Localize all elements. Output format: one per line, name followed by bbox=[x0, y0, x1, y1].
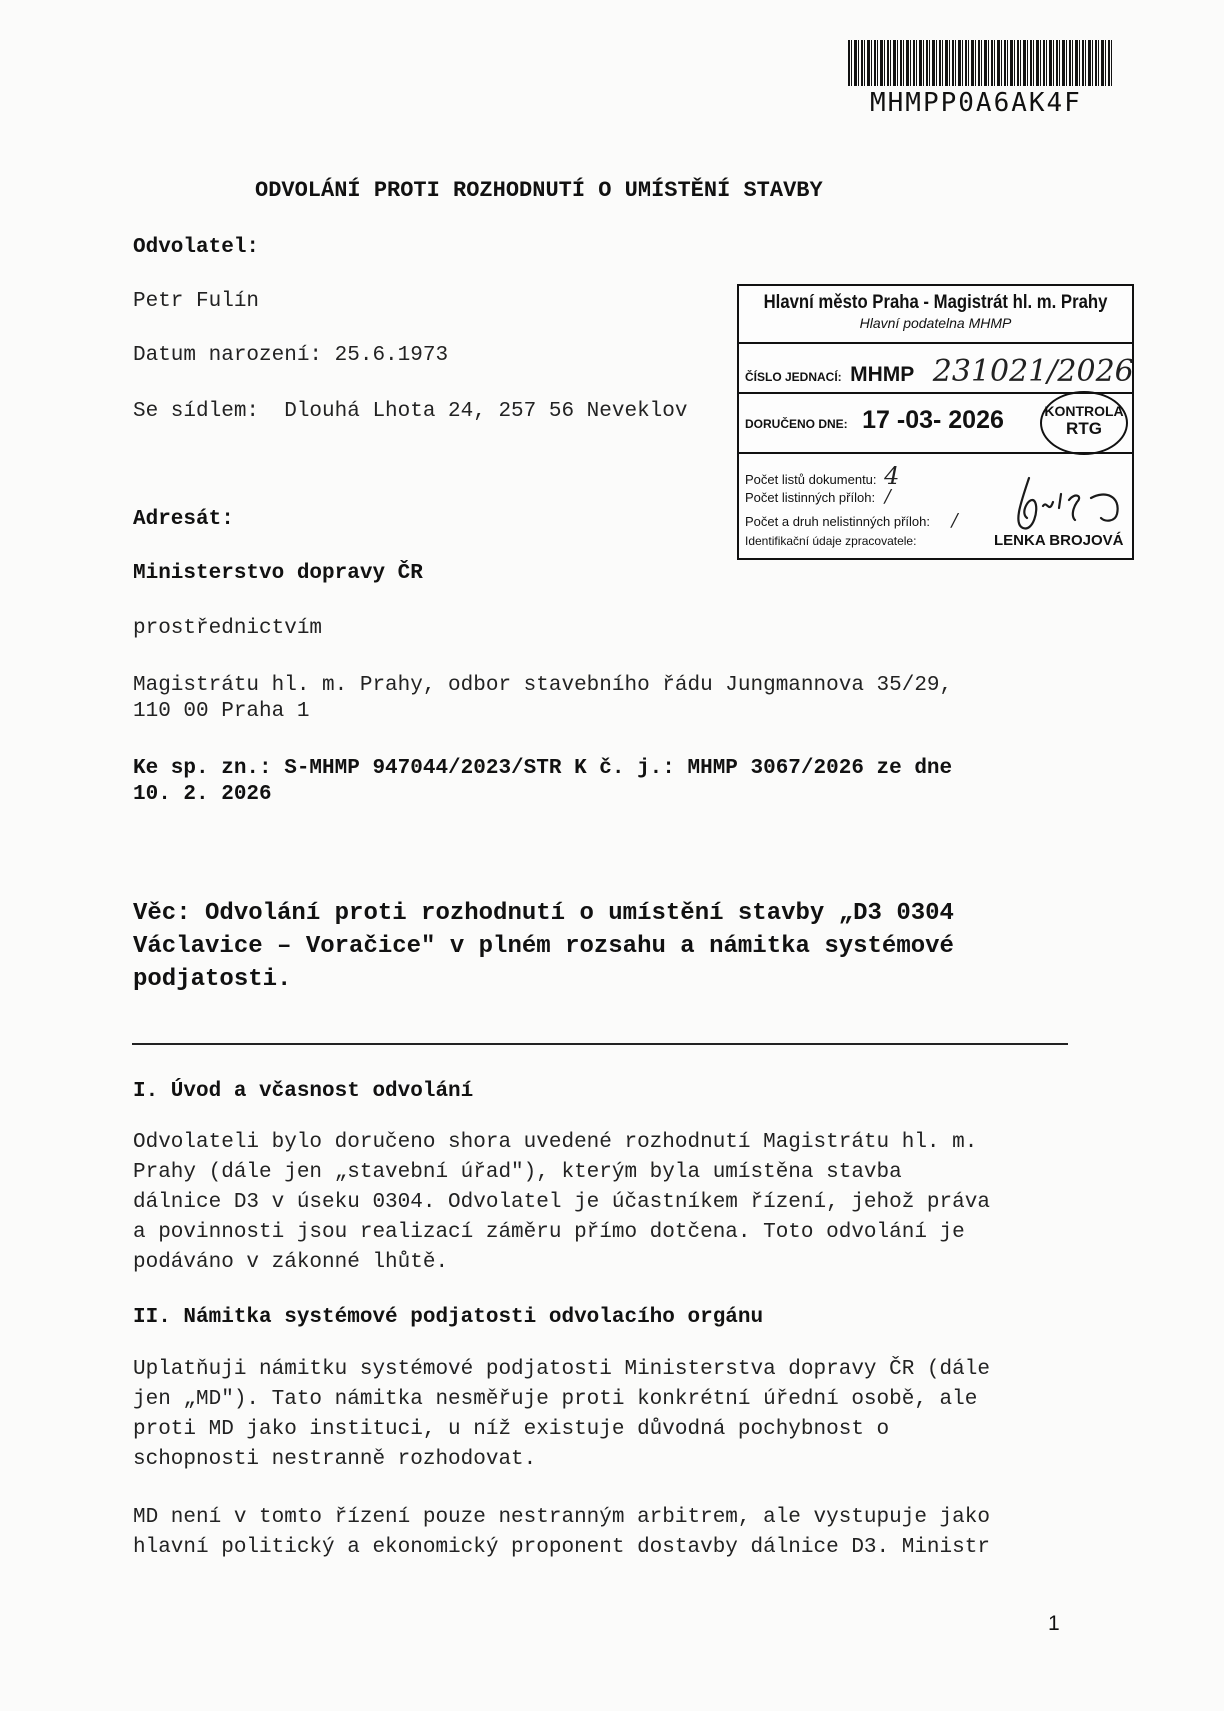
stamp-paper-attachments-handwritten: / bbox=[884, 486, 891, 507]
section1-line: Odvolateli bylo doručeno shora uvedené rozhodnutí Magistrátu hl. m. bbox=[133, 1131, 978, 1154]
stamp-nonpaper-attachments-label: Počet a druh nelistinných příloh: bbox=[745, 514, 930, 529]
page-number: 1 bbox=[1048, 1612, 1060, 1635]
registry-stamp bbox=[737, 284, 1134, 560]
subject-line3: podjatosti. bbox=[133, 966, 292, 993]
stamp-reference-label: ČÍSLO JEDNACÍ: bbox=[745, 370, 842, 384]
appellant-name: Petr Fulín bbox=[133, 290, 260, 313]
stamp-pages-label: Počet listů dokumentu: bbox=[745, 472, 877, 487]
case-reference-line2: 10. 2. 2026 bbox=[133, 783, 272, 806]
section2-paragraph1 bbox=[133, 1355, 990, 1475]
stamp-subtitle: Hlavní podatelna MHMP bbox=[859, 315, 1012, 331]
section1-heading: I. Úvod a včasnost odvolání bbox=[133, 1080, 474, 1103]
addressee-heading: Adresát: bbox=[133, 508, 234, 531]
stamp-delivered-row bbox=[745, 406, 1004, 435]
subject-line2: Václavice – Voračice" v plném rozsahu a námitka systémové bbox=[133, 933, 954, 960]
stamp-control-line1: KONTROLA bbox=[1044, 403, 1124, 419]
section2-line: proti MD jako instituci, u níž existuje důvodná pochybnost o bbox=[133, 1418, 890, 1441]
stamp-nonpaper-attachments-row bbox=[745, 510, 958, 531]
addressee-office-line1: Magistrátu hl. m. Prahy, odbor stavebního řádu Jungmannova 35/29, bbox=[133, 674, 953, 697]
section2-line: MD není v tomto řízení pouze nestranným arbitrem, ale vystupuje jako bbox=[133, 1506, 990, 1529]
stamp-reference-row bbox=[745, 354, 1134, 389]
stamp-title: Hlavní město Praha - Magistrát hl. m. Prahy bbox=[763, 292, 1108, 313]
subject-line1: Věc: Odvolání proti rozhodnutí o umístění stavby „D3 0304 bbox=[133, 900, 954, 927]
section2-heading: II. Námitka systémové podjatosti odvolacího orgánu bbox=[133, 1306, 764, 1329]
case-reference-line1: Ke sp. zn.: S-MHMP 947044/2023/STR K č. j.: MHMP 3067/2026 ze dne bbox=[133, 757, 953, 780]
section1-line: Prahy (dále jen „stavební úřad"), kterým byla umístěna stavba bbox=[133, 1161, 902, 1184]
section2-line: jen „MD"). Tato námitka nesměřuje proti konkrétní úřední osobě, ale bbox=[133, 1388, 978, 1411]
section1-line: dálnice D3 v úseku 0304. Odvolatel je účastníkem řízení, jehož práva bbox=[133, 1191, 990, 1214]
section2-line: Uplatňuji námitku systémové podjatosti Ministerstva dopravy ČR (dále bbox=[133, 1358, 990, 1381]
section-divider bbox=[132, 1043, 1068, 1045]
barcode-image bbox=[848, 40, 1113, 86]
stamp-nonpaper-attachments-handwritten: / bbox=[951, 510, 958, 531]
stamp-pages-handwritten: 4 bbox=[884, 462, 900, 490]
stamp-processor-label: Identifikační údaje zpracovatele: bbox=[745, 534, 917, 548]
appellant-heading: Odvolatel: bbox=[133, 236, 260, 259]
stamp-reference-handwritten: 231021/2026 bbox=[932, 354, 1134, 389]
subject bbox=[133, 897, 954, 996]
addressee-office-line2: 110 00 Praha 1 bbox=[133, 700, 310, 723]
stamp-control-line2: RTG bbox=[1066, 419, 1102, 438]
addressee-name: Ministerstvo dopravy ČR bbox=[133, 562, 423, 585]
appellant-seat: Se sídlem: Dlouhá Lhota 24, 257 56 Neveklov bbox=[133, 400, 688, 423]
document-title: ODVOLÁNÍ PROTI ROZHODNUTÍ O UMÍSTĚNÍ STAVBY bbox=[255, 178, 823, 203]
stamp-paper-attachments-row bbox=[745, 486, 891, 507]
barcode-code: MHMPP0A6AK4F bbox=[870, 88, 1082, 118]
addressee-office bbox=[133, 673, 952, 725]
stamp-reference-prefix: MHMP bbox=[850, 363, 915, 386]
appellant-birth-date: Datum narození: 25.6.1973 bbox=[133, 344, 449, 367]
section1-line: a povinnosti jsou realizací záměru přímo dotčena. Toto odvolání je bbox=[133, 1221, 965, 1244]
stamp-divider bbox=[739, 452, 1132, 454]
section1-line: podáváno v zákonné lhůtě. bbox=[133, 1251, 449, 1274]
stamp-header bbox=[739, 286, 1132, 344]
addressee-via: prostřednictvím bbox=[133, 617, 323, 640]
stamp-paper-attachments-label: Počet listinných příloh: bbox=[745, 490, 876, 505]
stamp-delivered-label: DORUČENO DNE: bbox=[745, 417, 848, 431]
case-reference bbox=[133, 756, 952, 808]
section1-paragraph bbox=[133, 1128, 990, 1278]
section2-line: schopnosti nestranně rozhodovat. bbox=[133, 1448, 537, 1471]
stamp-processor-name: LENKA BROJOVÁ bbox=[994, 532, 1124, 549]
stamp-control-badge bbox=[1040, 391, 1128, 455]
stamp-delivered-date: 17 -03- 2026 bbox=[862, 406, 1004, 434]
section2-line: hlavní politický a ekonomický proponent dostavby dálnice D3. Ministr bbox=[133, 1536, 990, 1559]
signature-image bbox=[1009, 472, 1129, 538]
section2-paragraph2 bbox=[133, 1503, 990, 1563]
